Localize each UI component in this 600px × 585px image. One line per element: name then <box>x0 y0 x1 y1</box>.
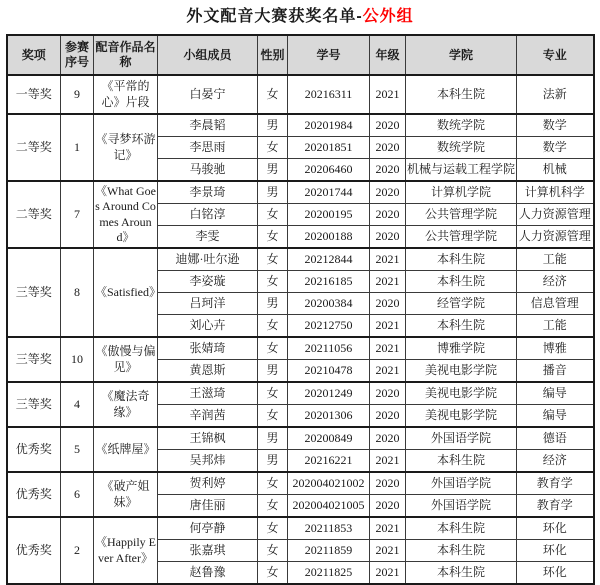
award-cell: 一等奖 <box>7 75 61 114</box>
grade-cell: 2021 <box>370 75 406 114</box>
member-name-cell: 李景琦 <box>158 181 258 204</box>
header-member-name: 小组成员 <box>158 35 258 75</box>
member-name-cell: 李晨韬 <box>158 114 258 137</box>
college-cell: 本科生院 <box>406 271 517 293</box>
college-cell: 数统学院 <box>406 114 517 137</box>
gender-cell: 女 <box>258 382 288 405</box>
major-cell: 播音 <box>517 360 594 383</box>
grade-cell: 2021 <box>370 248 406 271</box>
grade-cell: 2021 <box>370 360 406 383</box>
student-id-cell: 20200384 <box>288 293 370 315</box>
member-name-cell: 李姿璇 <box>158 271 258 293</box>
table-row <box>7 517 594 540</box>
gender-cell: 女 <box>258 472 288 495</box>
work-title-cell: 《傲慢与偏见》 <box>94 337 158 382</box>
award-group-6 <box>7 382 594 427</box>
gender-cell: 女 <box>258 405 288 428</box>
major-cell: 环化 <box>517 517 594 540</box>
grade-cell: 2020 <box>370 181 406 204</box>
entry-no-cell: 7 <box>61 181 94 248</box>
award-cell: 二等奖 <box>7 114 61 181</box>
college-cell: 本科生院 <box>406 315 517 338</box>
college-cell: 机械与运载工程学院 <box>406 159 517 182</box>
member-name-cell: 贺利婷 <box>158 472 258 495</box>
header-entry-no: 参赛序号 <box>61 35 94 75</box>
gender-cell: 女 <box>258 495 288 518</box>
major-cell: 计算机科学 <box>517 181 594 204</box>
award-group-1 <box>7 75 594 114</box>
member-name-cell: 白晏宁 <box>158 75 258 114</box>
college-cell: 公共管理学院 <box>406 204 517 226</box>
gender-cell: 男 <box>258 293 288 315</box>
table-row <box>7 337 594 360</box>
awards-table <box>6 34 595 585</box>
college-cell: 博雅学院 <box>406 337 517 360</box>
member-name-cell: 李思雨 <box>158 137 258 159</box>
table-row <box>7 382 594 405</box>
work-title-cell: 《纸牌屋》 <box>94 427 158 472</box>
award-cell: 优秀奖 <box>7 427 61 472</box>
table-header-row <box>7 35 594 75</box>
student-id-cell: 20200195 <box>288 204 370 226</box>
header-work-title: 配音作品名称 <box>94 35 158 75</box>
college-cell: 外国语学院 <box>406 427 517 450</box>
work-title-cell: 《Satisfied》 <box>94 248 158 337</box>
entry-no-cell: 6 <box>61 472 94 517</box>
college-cell: 美视电影学院 <box>406 405 517 428</box>
major-cell: 数学 <box>517 137 594 159</box>
grade-cell: 2020 <box>370 204 406 226</box>
header-major: 专业 <box>517 35 594 75</box>
page-title <box>0 0 600 26</box>
college-cell: 美视电影学院 <box>406 382 517 405</box>
major-cell: 德语 <box>517 427 594 450</box>
major-cell: 工能 <box>517 248 594 271</box>
gender-cell: 男 <box>258 159 288 182</box>
grade-cell: 2021 <box>370 540 406 562</box>
student-id-cell: 20212750 <box>288 315 370 338</box>
entry-no-cell: 5 <box>61 427 94 472</box>
student-id-cell: 20201306 <box>288 405 370 428</box>
major-cell: 教育学 <box>517 472 594 495</box>
table-row <box>7 248 594 271</box>
header-gender: 性别 <box>258 35 288 75</box>
grade-cell: 2021 <box>370 450 406 473</box>
student-id-cell: 20201984 <box>288 114 370 137</box>
student-id-cell: 20212844 <box>288 248 370 271</box>
grade-cell: 2020 <box>370 382 406 405</box>
member-name-cell: 张婧琦 <box>158 337 258 360</box>
member-name-cell: 迪娜·吐尔逊 <box>158 248 258 271</box>
gender-cell: 男 <box>258 427 288 450</box>
award-cell: 优秀奖 <box>7 472 61 517</box>
member-name-cell: 王滋琦 <box>158 382 258 405</box>
member-name-cell: 何亭静 <box>158 517 258 540</box>
grade-cell: 2020 <box>370 114 406 137</box>
member-name-cell: 黄恩斯 <box>158 360 258 383</box>
member-name-cell: 辛润茜 <box>158 405 258 428</box>
college-cell: 外国语学院 <box>406 472 517 495</box>
grade-cell: 2020 <box>370 472 406 495</box>
major-cell: 法新 <box>517 75 594 114</box>
gender-cell: 男 <box>258 114 288 137</box>
grade-cell: 2020 <box>370 159 406 182</box>
gender-cell: 女 <box>258 517 288 540</box>
table-row <box>7 75 594 114</box>
student-id-cell: 20211853 <box>288 517 370 540</box>
student-id-cell: 20211056 <box>288 337 370 360</box>
award-group-2 <box>7 114 594 181</box>
grade-cell: 2020 <box>370 137 406 159</box>
award-group-7 <box>7 427 594 472</box>
header-student-id: 学号 <box>288 35 370 75</box>
member-name-cell: 张嘉琪 <box>158 540 258 562</box>
gender-cell: 女 <box>258 337 288 360</box>
college-cell: 本科生院 <box>406 562 517 585</box>
college-cell: 本科生院 <box>406 75 517 114</box>
award-cell: 三等奖 <box>7 382 61 427</box>
entry-no-cell: 1 <box>61 114 94 181</box>
grade-cell: 2021 <box>370 271 406 293</box>
gender-cell: 女 <box>258 315 288 338</box>
student-id-cell: 202004021005 <box>288 495 370 518</box>
work-title-cell: 《What Goes Around Comes Around》 <box>94 181 158 248</box>
gender-cell: 女 <box>258 75 288 114</box>
header-college: 学院 <box>406 35 517 75</box>
college-cell: 外国语学院 <box>406 495 517 518</box>
college-cell: 本科生院 <box>406 248 517 271</box>
table-row <box>7 472 594 495</box>
major-cell: 机械 <box>517 159 594 182</box>
major-cell: 经济 <box>517 271 594 293</box>
college-cell: 本科生院 <box>406 450 517 473</box>
student-id-cell: 20206460 <box>288 159 370 182</box>
student-id-cell: 20201249 <box>288 382 370 405</box>
grade-cell: 2020 <box>370 293 406 315</box>
major-cell: 环化 <box>517 540 594 562</box>
major-cell: 人力资源管理 <box>517 226 594 249</box>
table-row <box>7 114 594 137</box>
student-id-cell: 20211859 <box>288 540 370 562</box>
member-name-cell: 吕珂洋 <box>158 293 258 315</box>
member-name-cell: 赵鲁豫 <box>158 562 258 585</box>
grade-cell: 2021 <box>370 562 406 585</box>
award-group-3 <box>7 181 594 248</box>
major-cell: 博雅 <box>517 337 594 360</box>
grade-cell: 2021 <box>370 315 406 338</box>
grade-cell: 2020 <box>370 427 406 450</box>
student-id-cell: 20201851 <box>288 137 370 159</box>
student-id-cell: 20201744 <box>288 181 370 204</box>
work-title-cell: 《寻梦环游记》 <box>94 114 158 181</box>
student-id-cell: 20216185 <box>288 271 370 293</box>
gender-cell: 女 <box>258 204 288 226</box>
gender-cell: 男 <box>258 450 288 473</box>
award-cell: 优秀奖 <box>7 517 61 584</box>
major-cell: 经济 <box>517 450 594 473</box>
gender-cell: 女 <box>258 248 288 271</box>
entry-no-cell: 9 <box>61 75 94 114</box>
major-cell: 工能 <box>517 315 594 338</box>
major-cell: 教育学 <box>517 495 594 518</box>
gender-cell: 女 <box>258 226 288 249</box>
entry-no-cell: 10 <box>61 337 94 382</box>
grade-cell: 2021 <box>370 517 406 540</box>
member-name-cell: 李雯 <box>158 226 258 249</box>
page-title-main: 外文配音大赛获奖名单- <box>186 8 363 25</box>
gender-cell: 男 <box>258 181 288 204</box>
college-cell: 本科生院 <box>406 540 517 562</box>
work-title-cell: 《破产姐妹》 <box>94 472 158 517</box>
award-group-5 <box>7 337 594 382</box>
entry-no-cell: 8 <box>61 248 94 337</box>
member-name-cell: 马骏驰 <box>158 159 258 182</box>
major-cell: 人力资源管理 <box>517 204 594 226</box>
award-group-8 <box>7 472 594 517</box>
work-title-cell: 《平常的心》片段 <box>94 75 158 114</box>
grade-cell: 2020 <box>370 495 406 518</box>
grade-cell: 2020 <box>370 226 406 249</box>
award-cell: 三等奖 <box>7 337 61 382</box>
college-cell: 数统学院 <box>406 137 517 159</box>
student-id-cell: 20216311 <box>288 75 370 114</box>
work-title-cell: 《Happily Ever After》 <box>94 517 158 584</box>
major-cell: 编导 <box>517 382 594 405</box>
student-id-cell: 20216221 <box>288 450 370 473</box>
student-id-cell: 20200188 <box>288 226 370 249</box>
member-name-cell: 刘心卉 <box>158 315 258 338</box>
college-cell: 计算机学院 <box>406 181 517 204</box>
student-id-cell: 20200849 <box>288 427 370 450</box>
award-group-9 <box>7 517 594 584</box>
entry-no-cell: 2 <box>61 517 94 584</box>
gender-cell: 女 <box>258 562 288 585</box>
student-id-cell: 202004021002 <box>288 472 370 495</box>
student-id-cell: 20210478 <box>288 360 370 383</box>
major-cell: 数学 <box>517 114 594 137</box>
major-cell: 环化 <box>517 562 594 585</box>
page-title-group-highlight: 公外组 <box>362 8 414 25</box>
member-name-cell: 白铭淳 <box>158 204 258 226</box>
entry-no-cell: 4 <box>61 382 94 427</box>
grade-cell: 2020 <box>370 405 406 428</box>
table-row <box>7 427 594 450</box>
gender-cell: 女 <box>258 137 288 159</box>
gender-cell: 男 <box>258 360 288 383</box>
award-cell: 二等奖 <box>7 181 61 248</box>
gender-cell: 女 <box>258 540 288 562</box>
member-name-cell: 王锦枫 <box>158 427 258 450</box>
member-name-cell: 吴邦炜 <box>158 450 258 473</box>
student-id-cell: 20211825 <box>288 562 370 585</box>
gender-cell: 女 <box>258 271 288 293</box>
award-cell: 三等奖 <box>7 248 61 337</box>
college-cell: 公共管理学院 <box>406 226 517 249</box>
college-cell: 美视电影学院 <box>406 360 517 383</box>
table-row <box>7 181 594 204</box>
member-name-cell: 唐佳丽 <box>158 495 258 518</box>
grade-cell: 2021 <box>370 337 406 360</box>
header-grade: 年级 <box>370 35 406 75</box>
major-cell: 编导 <box>517 405 594 428</box>
major-cell: 信息管理 <box>517 293 594 315</box>
college-cell: 经管学院 <box>406 293 517 315</box>
college-cell: 本科生院 <box>406 517 517 540</box>
header-award: 奖项 <box>7 35 61 75</box>
work-title-cell: 《魔法奇缘》 <box>94 382 158 427</box>
award-group-4 <box>7 248 594 337</box>
